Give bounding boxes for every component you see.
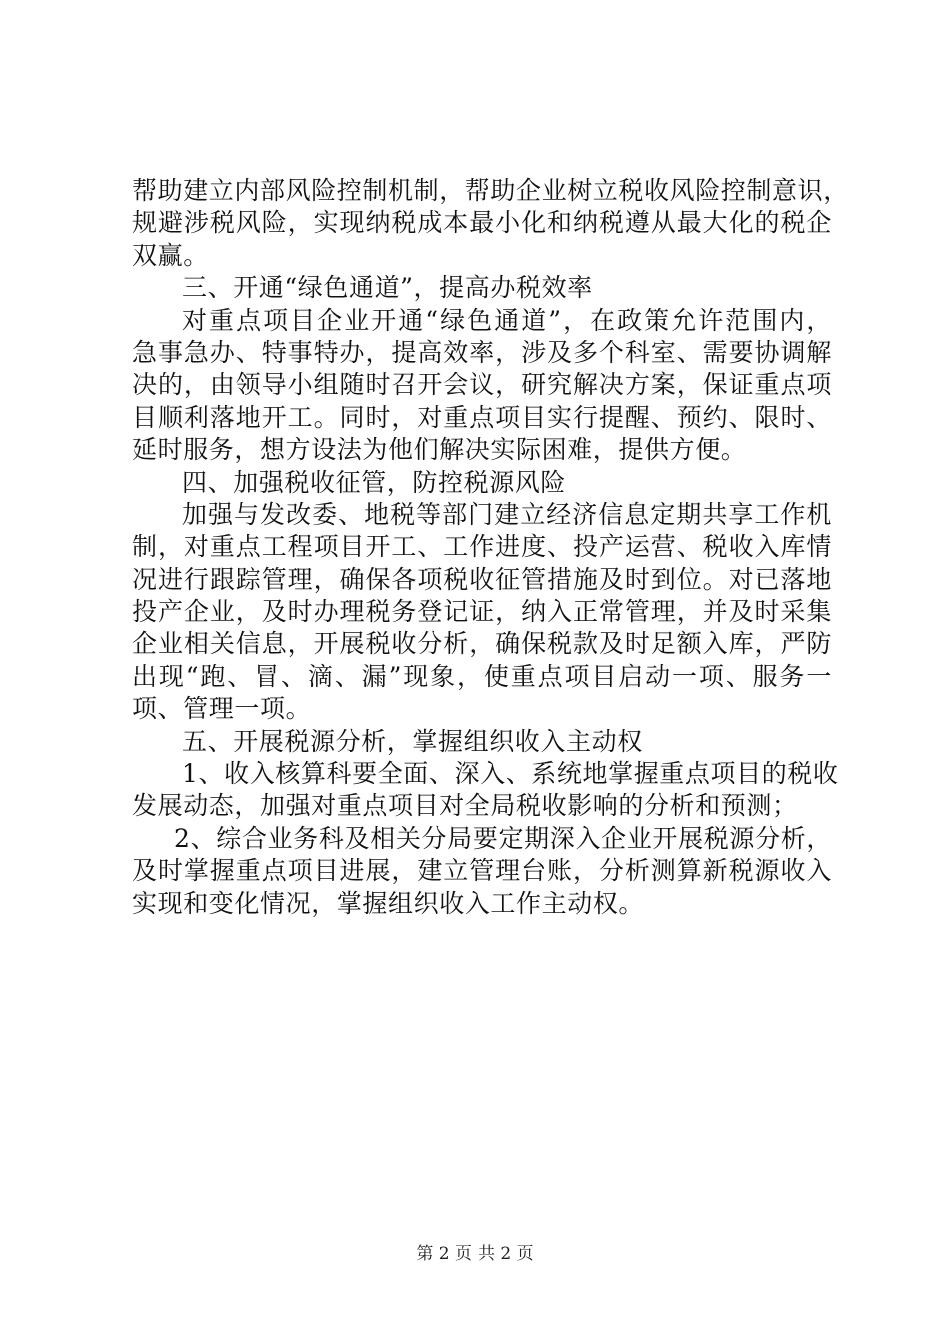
section-heading: 五、开展税源分析，掌握组织收入主动权 <box>182 726 643 756</box>
body-line: 企业相关信息，开展税收分析，确保税款及时足额入库，严防 <box>132 629 832 659</box>
body-line: 决的，由领导小组随时召开会议，研究解决方案，保证重点项 <box>132 370 832 400</box>
body-line: 况进行跟踪管理，确保各项税收征管措施及时到位。对已落地 <box>132 564 832 594</box>
body-line: 帮助建立内部风险控制机制，帮助企业树立税收风险控制意识， <box>132 176 849 205</box>
document-body <box>132 175 849 920</box>
body-line: 加强与发改委、地税等部门建立经济信息定期共享工作机 <box>182 499 832 529</box>
body-line: 对重点项目企业开通“绿色通道”，在政策允许范围内， <box>182 305 832 335</box>
page-total: 共 2 页 <box>478 1244 534 1264</box>
body-line: 规避涉税风险，实现纳税成本最小化和纳税遵从最大化的税企 <box>132 208 832 238</box>
body-line: 急事急办、特事特办，提高效率，涉及多个科室、需要协调解 <box>132 337 832 367</box>
page-footer <box>0 1244 950 1264</box>
body-line: 投产企业，及时办理税务登记证，纳入正常管理，并及时采集 <box>132 597 832 627</box>
body-line: 1、收入核算科要全面、深入、系统地掌握重点项目的税收 <box>182 759 839 789</box>
body-line: 项、管理一项。 <box>132 694 312 724</box>
body-line: 发展动态，加强对重点项目对全局税收影响的分析和预测； <box>132 791 798 821</box>
body-line: 双赢。 <box>132 240 209 270</box>
body-line: 出现“跑、冒、滴、漏”现象，使重点项目启动一项、服务一 <box>132 661 832 691</box>
body-line: 2、综合业务科及相关分局要定期深入企业开展税源分析， <box>174 823 832 853</box>
body-line: 实现和变化情况，掌握组织收入工作主动权。 <box>132 888 645 918</box>
body-line: 及时掌握重点项目进展，建立管理台账，分析测算新税源收入 <box>132 856 832 886</box>
section-heading: 四、加强税收征管，防控税源风险 <box>182 467 567 497</box>
body-line: 延时服务，想方设法为他们解决实际困难，提供方便。 <box>132 435 747 465</box>
body-line: 制，对重点工程项目开工、工作进度、投产运营、税收入库情 <box>132 532 832 562</box>
page-number: 第 2 页 <box>416 1244 472 1264</box>
section-heading: 三、开通“绿色通道”，提高办税效率 <box>182 273 593 303</box>
body-line: 目顺利落地开工。同时，对重点项目实行提醒、预约、限时、 <box>132 402 832 432</box>
